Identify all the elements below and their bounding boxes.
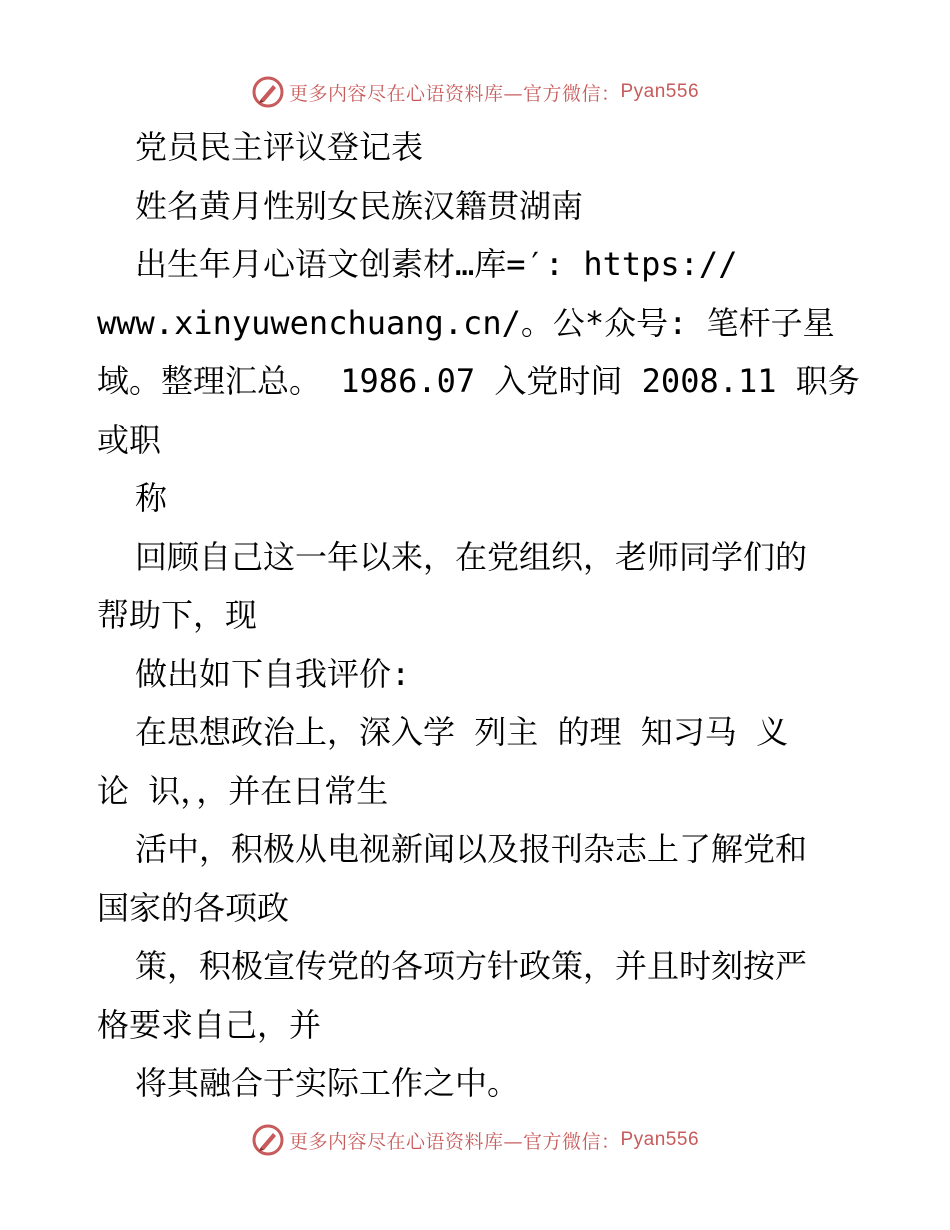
text-line: 做出如下自我评价: xyxy=(135,654,411,693)
text-line: 国家的各项政 xyxy=(97,888,290,927)
document-body xyxy=(97,118,860,1113)
text-line: 活中，积极从电视新闻以及报刊杂志上了解党和 xyxy=(135,830,808,868)
text-line: 在思想政治上，深入学 列主 的理 知习马 义 xyxy=(135,713,789,751)
text-line: 格要求自己，并 xyxy=(97,1005,322,1044)
footer-banner xyxy=(0,1120,950,1160)
text-line: 出生年月心语文创素材…库=′: https:// xyxy=(135,245,738,283)
text-line: 姓名黄月性别女民族汉籍贯湖南 xyxy=(135,186,584,225)
text-line: 论 识，，并在日常生 xyxy=(97,771,389,810)
text-line: 帮助下，现 xyxy=(97,596,258,634)
text-line: 策，积极宣传党的各项方针政策，并且时刻按严 xyxy=(135,947,808,985)
text-line: 称 xyxy=(135,479,168,517)
banner-text: 更多内容尽在心语资料库—官方微信： xyxy=(288,1130,621,1153)
text-line: 域。整理汇总。 1986.07 入党时间 2008.11 职务 xyxy=(97,362,860,400)
text-line: 党员民主评议登记表 xyxy=(135,128,424,166)
text-line: 将其融合于实际工作之中。 xyxy=(135,1064,520,1102)
text-line: www.xinyuwenchuang.cn/。公*众号: 笔杆子星 xyxy=(97,303,835,342)
header-banner xyxy=(0,72,950,112)
banner-text: 更多内容尽在心语资料库—官方微信： xyxy=(288,82,621,105)
banner-wechat-id: Pyan556 xyxy=(620,81,700,102)
text-line: 或职 xyxy=(97,420,162,459)
pen-logo-icon xyxy=(251,75,285,109)
text-line: 回顾自己这一年以来，在党组织，老师同学们的 xyxy=(135,537,808,576)
pen-logo-icon xyxy=(251,1123,285,1157)
banner-wechat-id: Pyan556 xyxy=(620,1129,700,1150)
